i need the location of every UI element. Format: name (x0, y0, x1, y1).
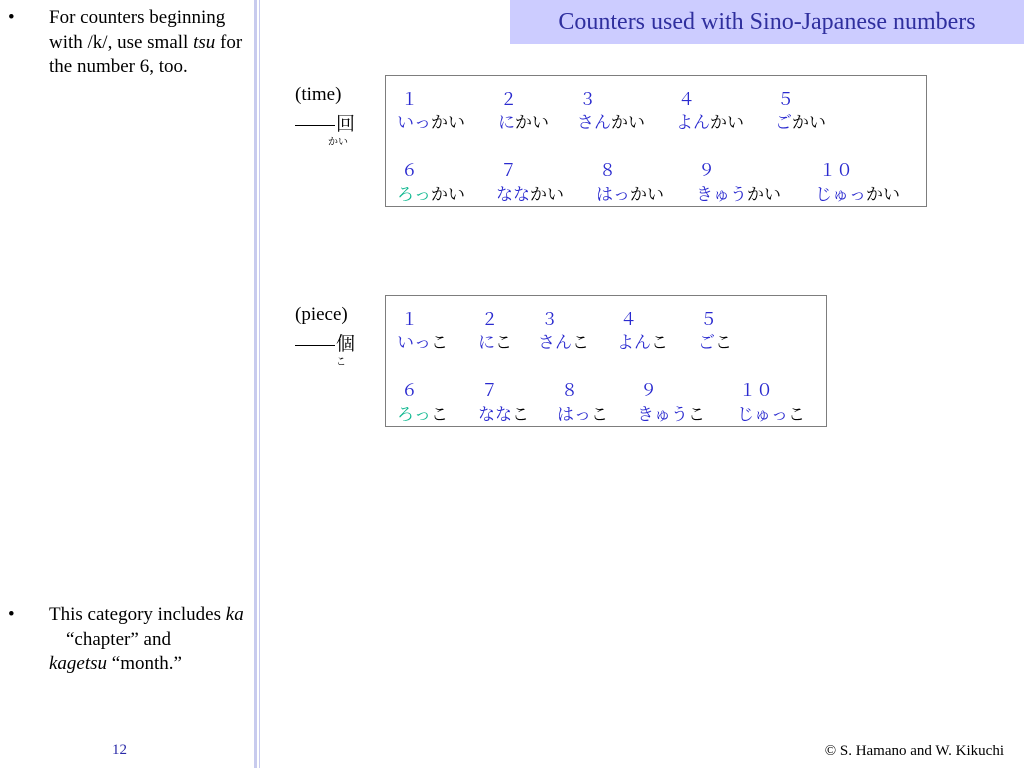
number-6: ６ (401, 161, 418, 181)
reading-5 (698, 328, 732, 353)
reading-prefix: よん (676, 113, 710, 133)
number-10: １０ (739, 381, 773, 401)
number-5: ５ (777, 90, 794, 110)
reading-suffix: こ (431, 333, 448, 353)
note-text (49, 603, 244, 677)
reading-prefix: はっ (557, 405, 591, 425)
reading-prefix: きゅう (637, 405, 688, 425)
reading-prefix: いっ (397, 113, 431, 133)
reading-4 (676, 108, 744, 133)
reading-suffix: かい (866, 185, 900, 205)
note-text-emphasis: ka (225, 604, 244, 625)
notes-panel (0, 0, 252, 768)
reading-prefix: いっ (397, 333, 431, 353)
note-text-part: “chapter” and (66, 628, 171, 650)
reading-9 (637, 400, 705, 425)
note-text-part: For counters beginning with /k/, use small (49, 7, 226, 53)
reading-10 (815, 180, 900, 205)
counter-kanji: 個 (336, 333, 356, 355)
reading-prefix: なな (496, 185, 530, 205)
copyright-footer: © S. Hamano and W. Kikuchi (824, 743, 1004, 759)
counter-meaning: (piece) (295, 304, 348, 325)
reading-10 (737, 400, 805, 425)
reading-suffix: かい (792, 113, 826, 133)
reading-prefix: に (478, 333, 495, 353)
reading-prefix: きゅう (696, 185, 747, 205)
reading-6 (397, 400, 448, 425)
counter-reading: こ (336, 357, 346, 368)
reading-4 (617, 328, 668, 353)
number-10: １０ (819, 161, 853, 181)
number-9: ９ (698, 161, 715, 181)
reading-prefix: じゅっ (815, 185, 866, 205)
note-text-part: This category includes (49, 604, 226, 625)
reading-prefix: はっ (596, 185, 630, 205)
reading-1 (397, 108, 465, 133)
reading-prefix: さん (577, 113, 611, 133)
number-3: ３ (579, 90, 596, 110)
reading-prefix: に (498, 113, 515, 133)
reading-suffix: かい (611, 113, 645, 133)
number-7: ７ (500, 161, 517, 181)
counter-kanji: 回 (336, 113, 356, 135)
reading-suffix: こ (788, 405, 805, 425)
number-5: ５ (700, 310, 717, 330)
reading-suffix: かい (747, 185, 781, 205)
reading-prefix: さん (538, 333, 572, 353)
blank-line (295, 345, 335, 346)
reading-suffix: こ (431, 405, 448, 425)
reading-prefix: ろっ (397, 185, 431, 205)
reading-1 (397, 328, 448, 353)
reading-prefix: ろっ (397, 405, 431, 425)
number-2: ２ (481, 310, 498, 330)
reading-suffix: こ (512, 405, 529, 425)
reading-7 (496, 180, 564, 205)
counter-label-piece (295, 304, 375, 374)
counter-meaning: (time) (295, 84, 342, 105)
panel-divider (254, 0, 257, 768)
reading-2 (478, 328, 512, 353)
reading-8 (596, 180, 664, 205)
bullet-marker: • (8, 7, 15, 28)
reading-suffix: かい (431, 113, 465, 133)
number-1: １ (401, 90, 418, 110)
reading-suffix: かい (530, 185, 564, 205)
reading-suffix: こ (572, 333, 589, 353)
note-text (49, 6, 244, 80)
counter-reading: かい (328, 137, 348, 148)
reading-9 (696, 180, 781, 205)
reading-8 (557, 400, 608, 425)
number-6: ６ (401, 381, 418, 401)
number-3: ３ (541, 310, 558, 330)
number-1: １ (401, 310, 418, 330)
panel-divider-thin (259, 0, 260, 768)
counter-label-time (295, 84, 375, 154)
number-8: ８ (599, 161, 616, 181)
number-9: ９ (640, 381, 657, 401)
reading-suffix: こ (688, 405, 705, 425)
reading-6 (397, 180, 465, 205)
reading-prefix: じゅっ (737, 405, 788, 425)
reading-2 (498, 108, 549, 133)
reading-3 (577, 108, 645, 133)
number-2: ２ (500, 90, 517, 110)
number-8: ８ (561, 381, 578, 401)
note-text-emphasis: kagetsu (49, 653, 108, 674)
reading-suffix: こ (495, 333, 512, 353)
note-text-part: “month.” (107, 653, 182, 674)
note-text-emphasis: tsu (193, 31, 216, 53)
number-7: ７ (481, 381, 498, 401)
reading-prefix: なな (478, 405, 512, 425)
reading-prefix: ご (698, 333, 715, 353)
blank-line (295, 125, 335, 126)
note-text-part: for the number 6, too. (49, 31, 243, 77)
slide-title: Counters used with Sino-Japanese numbers (510, 0, 1024, 44)
reading-suffix: かい (431, 185, 465, 205)
number-4: ４ (678, 90, 695, 110)
reading-prefix: よん (617, 333, 651, 353)
reading-suffix: こ (715, 333, 732, 353)
reading-7 (478, 400, 529, 425)
reading-suffix: かい (515, 113, 549, 133)
reading-3 (538, 328, 589, 353)
counter-table-time (385, 75, 927, 207)
reading-suffix: かい (710, 113, 744, 133)
bullet-marker: • (8, 604, 15, 625)
number-4: ４ (620, 310, 637, 330)
reading-prefix: ご (775, 113, 792, 133)
reading-suffix: かい (630, 185, 664, 205)
page-number: 12 (112, 742, 127, 758)
counter-table-piece (385, 295, 827, 427)
reading-5 (775, 108, 826, 133)
reading-suffix: こ (591, 405, 608, 425)
reading-suffix: こ (651, 333, 668, 353)
